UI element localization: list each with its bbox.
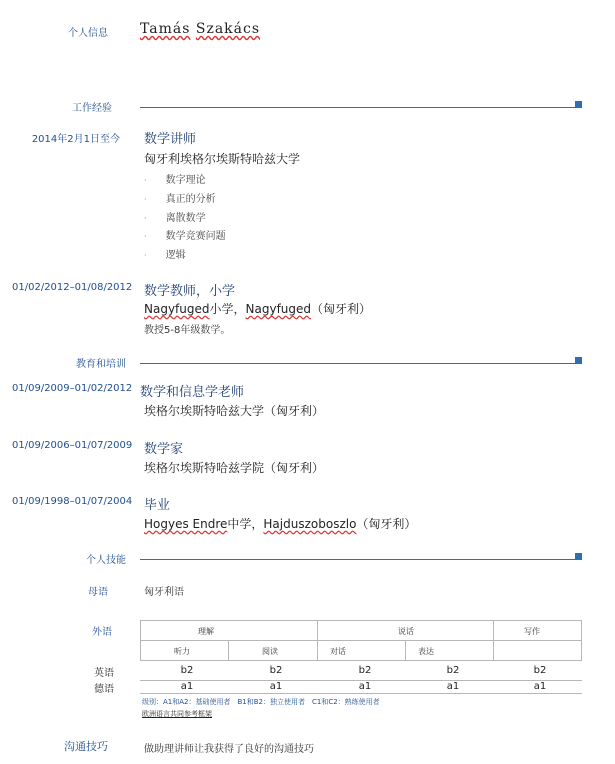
- communication-skills-label: 沟通技巧: [64, 740, 108, 753]
- education-entry-3-org: Hogyes Endre中学，Hajduszoboszlo（匈牙利）: [144, 517, 417, 531]
- mother-tongue-label: 母语: [88, 587, 108, 598]
- education-entry-3-date: 01/09/1998–01/07/2004: [12, 496, 133, 507]
- level-legend: 级别：A1和A2：基础使用者 B1和B2：独立使用者 C1和C2：熟练使用者: [142, 698, 380, 706]
- work-entry-1-bullet-3: · 离散数学: [144, 213, 206, 224]
- work-entry-2-org: Nagyfuged小学，Nagyfuged（匈牙利）: [144, 302, 372, 316]
- subheader-interaction: 对话: [330, 647, 346, 656]
- subheader-reading: 阅读: [262, 647, 278, 656]
- work-entry-1-date: 2014年2月1日至今: [31, 134, 120, 145]
- german-listening-level: a1: [180, 681, 194, 692]
- work-entry-1-bullet-1: · 数字理论: [144, 175, 206, 186]
- work-entry-2-title: 数学教师，小学: [144, 284, 236, 299]
- communication-skills-value: 做助理讲师让我获得了良好的沟通技巧: [144, 744, 314, 755]
- foreign-languages-label: 外语: [92, 627, 112, 638]
- subheader-production: 表达: [418, 647, 434, 656]
- education-entry-1-org: 埃格尔埃斯特哈兹大学（匈牙利）: [144, 404, 325, 418]
- skills-section-label: 个人技能: [86, 555, 126, 566]
- english-production-level: b2: [446, 665, 460, 676]
- german-production-level: a1: [446, 681, 460, 692]
- skills-section-divider: [140, 559, 578, 560]
- personal-info-label: 个人信息: [68, 28, 108, 39]
- skills-section-marker: [575, 553, 582, 560]
- cefr-link[interactable]: 欧洲语言共同参考框架: [142, 710, 212, 718]
- english-reading-level: b2: [269, 665, 283, 676]
- german-reading-level: a1: [269, 681, 283, 692]
- education-entry-2-org: 埃格尔埃斯特哈兹学院（匈牙利）: [144, 461, 325, 475]
- work-section-marker: [575, 101, 582, 108]
- education-entry-1-date: 01/09/2009–01/02/2012: [12, 383, 133, 394]
- english-listening-level: b2: [180, 665, 194, 676]
- work-entry-1-bullet-4: · 数学竞赛问题: [144, 231, 226, 242]
- work-entry-1-org: 匈牙利埃格尔埃斯特哈兹大学: [144, 152, 301, 166]
- work-entry-2-date: 01/02/2012–01/08/2012: [12, 282, 133, 293]
- work-entry-1-bullet-5: · 逻辑: [144, 250, 186, 261]
- language-name-english: 英语: [94, 668, 114, 679]
- name-last: Szakács: [195, 21, 261, 37]
- subheader-listening: 听力: [174, 647, 190, 656]
- work-section-label: 工作经验: [72, 103, 112, 114]
- mother-tongue-value: 匈牙利语: [144, 587, 184, 598]
- work-entry-2-description: 教授5-8年级数学。: [144, 325, 231, 336]
- english-writing-level: b2: [533, 665, 547, 676]
- english-interaction-level: b2: [358, 665, 372, 676]
- work-section-divider: [140, 107, 578, 108]
- education-section-label: 教育和培训: [76, 359, 126, 370]
- person-name: [140, 21, 260, 37]
- german-writing-level: a1: [533, 681, 547, 692]
- education-entry-1-title: 数学和信息学老师: [140, 385, 245, 400]
- german-interaction-level: a1: [358, 681, 372, 692]
- work-entry-1-bullet-2: · 真正的分析: [144, 194, 216, 205]
- header-speaking: 说话: [398, 627, 414, 636]
- language-name-german: 德语: [94, 684, 114, 695]
- work-entry-1-title: 数学讲师: [144, 132, 197, 147]
- header-writing: 写作: [524, 627, 540, 636]
- education-entry-2-title: 数学家: [144, 442, 184, 457]
- header-understanding: 理解: [198, 627, 214, 636]
- name-first: Tamás: [140, 21, 191, 37]
- education-section-marker: [575, 357, 582, 364]
- education-section-divider: [140, 363, 578, 364]
- education-entry-3-title: 毕业: [144, 498, 171, 513]
- education-entry-2-date: 01/09/2006–01/07/2009: [12, 440, 133, 451]
